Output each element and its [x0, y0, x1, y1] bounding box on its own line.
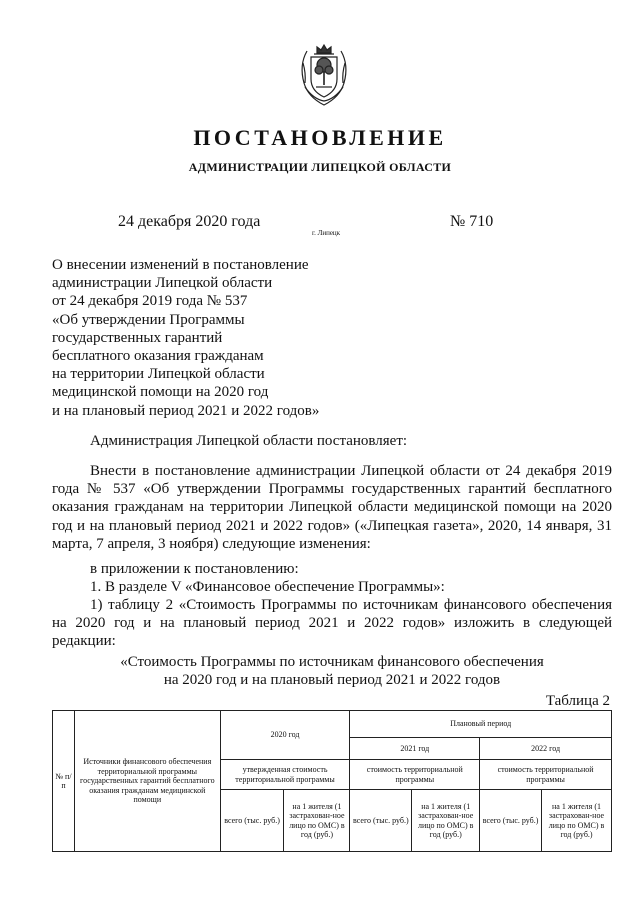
heading-line: бесплатного оказания гражданам: [52, 348, 264, 365]
per-resident-header: на 1 жителя (1 застрахован-ное лицо по ОМС) в год (руб.): [542, 790, 612, 852]
table-instruction-paragraph: 1) таблицу 2 «Стоимость Программы по источникам финансового обеспечения на 2020 год и на плановый период 2021 и 2022 годов» изложить в следующей редакции:: [52, 597, 612, 650]
section-paragraph: 1. В разделе V «Финансовое обеспечение Программы»:: [90, 579, 445, 595]
heading-line: О внесении изменений в постановление: [52, 257, 309, 273]
document-title: ПОСТАНОВЛЕНИЕ: [193, 125, 447, 150]
cost-table: [52, 710, 612, 852]
document-date: 24 декабря 2020 года: [118, 213, 261, 230]
col-2020-header: 2020 год: [220, 711, 350, 760]
amendment-paragraph: Внести в постановление администрации Липецкой области от 24 декабря 2019 года № 537 «Об утверждении Программы государственных гарантий бесплатного оказания гражданам на территории Липецкой области медицинской помощи на 2020 год и на плановый период 2021 и 2022 годов» («Липецкая газета», 2020, 14 января, 31 марта, 7 апреля, 3 ноября) следующие изменения:: [52, 463, 612, 552]
col-sources-header: Источники финансового обеспечения территориальной программы государственных гарантий бесплатного оказания гражданам медицинской помощи: [74, 711, 220, 852]
col-number-header: № п/п: [53, 711, 75, 852]
resolution-intro: Администрация Липецкой области постановляет:: [90, 433, 408, 449]
heading-line: государственных гарантий: [52, 329, 223, 346]
document-number: № 710: [450, 213, 494, 230]
col-planned-period-header: Плановый период: [350, 711, 612, 738]
table-caption-line2: на 2020 год и на плановый период 2021 и 2022 годов: [163, 672, 501, 688]
cost-2021-header: стоимость территориальной программы: [350, 760, 480, 790]
document-heading: [52, 256, 319, 420]
table-caption-line1: «Стоимость Программы по источникам финансового обеспечения: [120, 654, 544, 670]
table-label: Таблица 2: [545, 693, 610, 709]
per-resident-header: на 1 жителя (1 застрахован-ное лицо по ОМС) в год (руб.): [284, 790, 350, 852]
document-subtitle: АДМИНИСТРАЦИИ ЛИПЕЦКОЙ ОБЛАСТИ: [188, 160, 452, 174]
total-header: всего (тыс. руб.): [220, 790, 284, 852]
heading-line: «Об утверждении Программы: [52, 311, 245, 328]
appendix-paragraph: в приложении к постановлению:: [90, 561, 299, 577]
coat-of-arms-icon: [297, 43, 351, 107]
document-city: г. Липецк: [312, 229, 341, 237]
per-resident-header: на 1 жителя (1 застрахован-ное лицо по ОМС) в год (руб.): [412, 790, 480, 852]
total-header: всего (тыс. руб.): [480, 790, 542, 852]
heading-line: и на плановый период 2021 и 2022 годов»: [52, 402, 320, 419]
heading-line: медицинской помощи на 2020 год: [52, 384, 269, 401]
cost-2022-header: стоимость территориальной программы: [480, 760, 612, 790]
heading-line: на территории Липецкой области: [52, 366, 265, 383]
total-header: всего (тыс. руб.): [350, 790, 412, 852]
heading-line: от 24 декабря 2019 года № 537: [52, 293, 248, 310]
approved-cost-header: утвержденная стоимость территориальной программы: [220, 760, 350, 790]
col-2022-header: 2022 год: [480, 738, 612, 760]
heading-line: администрации Липецкой области: [52, 275, 273, 292]
col-2021-header: 2021 год: [350, 738, 480, 760]
